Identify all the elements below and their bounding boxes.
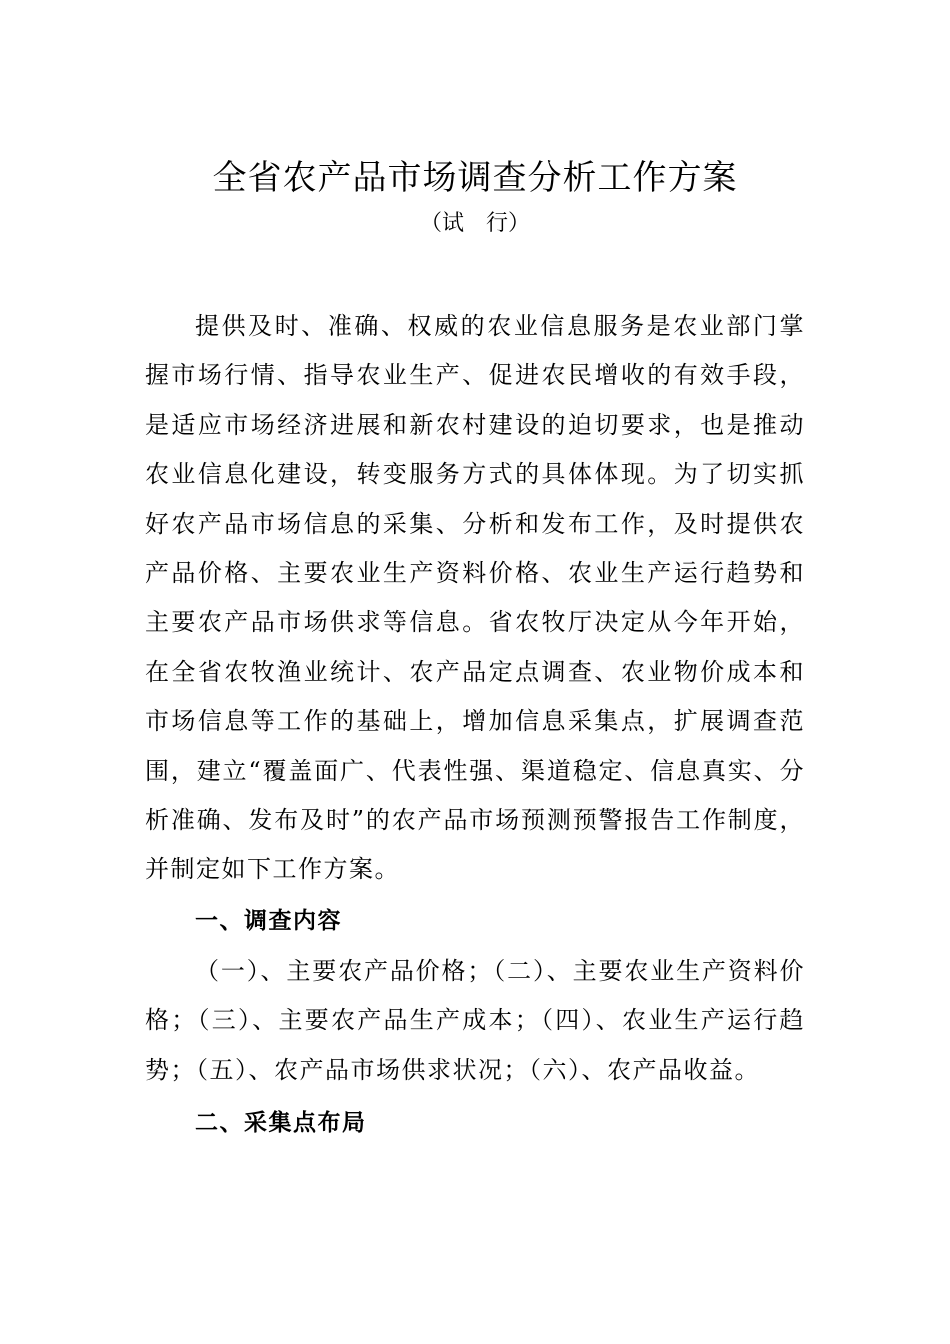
document-title: 全省农产品市场调查分析工作方案 (212, 158, 738, 198)
section-heading-survey-content: 一、调查内容 (195, 907, 342, 934)
section-heading-collection-points: 二、采集点布局 (195, 1110, 367, 1137)
document-subtitle: （试 行） (419, 211, 530, 236)
survey-content-paragraph: （一）、主要农产品价格；（二）、主要农业生产资料价格；（三）、主要农产品生产成本；（四）、农业生产运行趋势；（五）、农产品市场供求状况；（六）、农产品收益。 (145, 956, 805, 1084)
intro-paragraph: 提供及时、准确、权威的农业信息服务是农业部门掌握市场行情、指导农业生产、促进农民增收的有效手段，是适应市场经济进展和新农村建设的迫切要求，也是推动农业信息化建设，转变服务方式的具体体现。为了切实抓好农产品市场信息的采集、分析和发布工作，及时提供农产品价格、主要农业生产资料价格、农业生产运行趋势和主要农产品市场供求等信息。省农牧厅决定从今年开始，在全省农牧渔业统计、农产品定点调查、农业物价成本和市场信息等工作的基础上，增加信息采集点，扩展调查范围，建立“覆盖面广、代表性强、渠道稳定、信息真实、分析准确、发布及时”的农产品市场预测预警报告工作制度，并制定如下工作方案。 (145, 312, 805, 884)
document-body (145, 302, 805, 1149)
